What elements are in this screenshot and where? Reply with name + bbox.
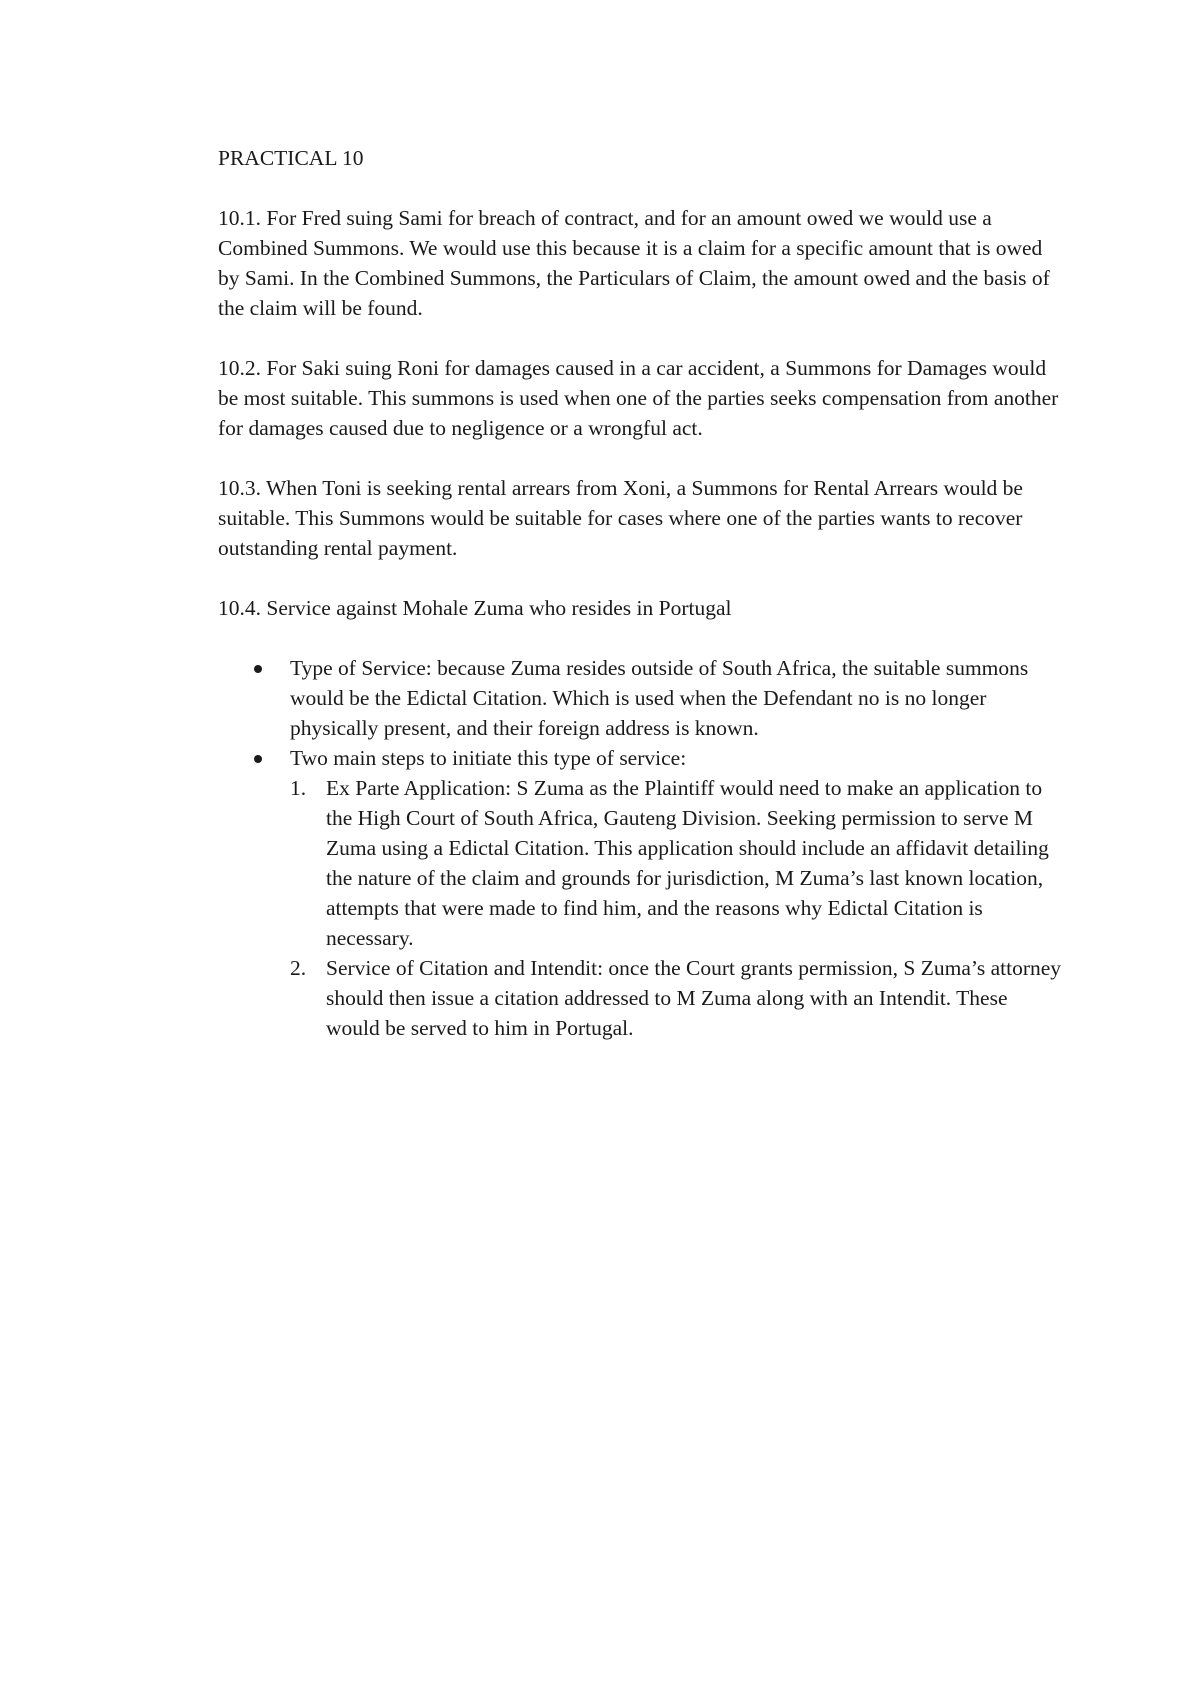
step-number: 1. [290,776,307,800]
paragraph-10-1: 10.1. For Fred suing Sami for breach of contract, and for an amount owed we would use a Combined Summons. We would use this because it is a claim for a specific amount that is owed by Sami. In the Combined Summons, the Particulars of Claim, the amount owed and the basis of the claim will be found. [218,206,1050,320]
paragraph-10-4: 10.4. Service against Mohale Zuma who resides in Portugal [218,596,732,620]
bullet-list [218,653,1064,1043]
step-item-ex-parte-application [290,773,1064,953]
bullet-icon [254,755,262,763]
step-item-service-of-citation [290,953,1064,1043]
step-text: Service of Citation and Intendit: once the Court grants permission, S Zuma’s attorney should then issue a citation addressed to M Zuma along with an Intendit. These would be served to him in Portugal. [326,956,1062,1040]
step-number: 2. [290,956,307,980]
bullet-item-type-of-service [290,653,1064,743]
document-title: PRACTICAL 10 [218,146,364,170]
bullet-text: Two main steps to initiate this type of service: [290,746,687,770]
bullet-icon [254,665,262,673]
numbered-list [290,773,1064,1043]
document-body [218,143,1064,1043]
bullet-item-main-steps [290,743,1064,1043]
paragraph-10-2: 10.2. For Saki suing Roni for damages caused in a car accident, a Summons for Damages would be most suitable. This summons is used when one of the parties seeks compensation from another for damages caused due to negligence or a wrongful act. [218,356,1059,440]
bullet-text: Type of Service: because Zuma resides outside of South Africa, the suitable summons would be the Edictal Citation. Which is used when the Defendant no is no longer physically present, and their foreign address is known. [290,656,1029,740]
paragraph-10-3: 10.3. When Toni is seeking rental arrears from Xoni, a Summons for Rental Arrears would be suitable. This Summons would be suitable for cases where one of the parties wants to recover outstanding rental payment. [218,476,1023,560]
step-text: Ex Parte Application: S Zuma as the Plaintiff would need to make an application to the High Court of South Africa, Gauteng Division. Seeking permission to serve M Zuma using a Edictal Citation. This application should include an affidavit detailing the nature of the claim and grounds for jurisdiction, M Zuma’s last known location, attempts that were made to find him, and the reasons why Edictal Citation is necessary. [326,776,1049,950]
